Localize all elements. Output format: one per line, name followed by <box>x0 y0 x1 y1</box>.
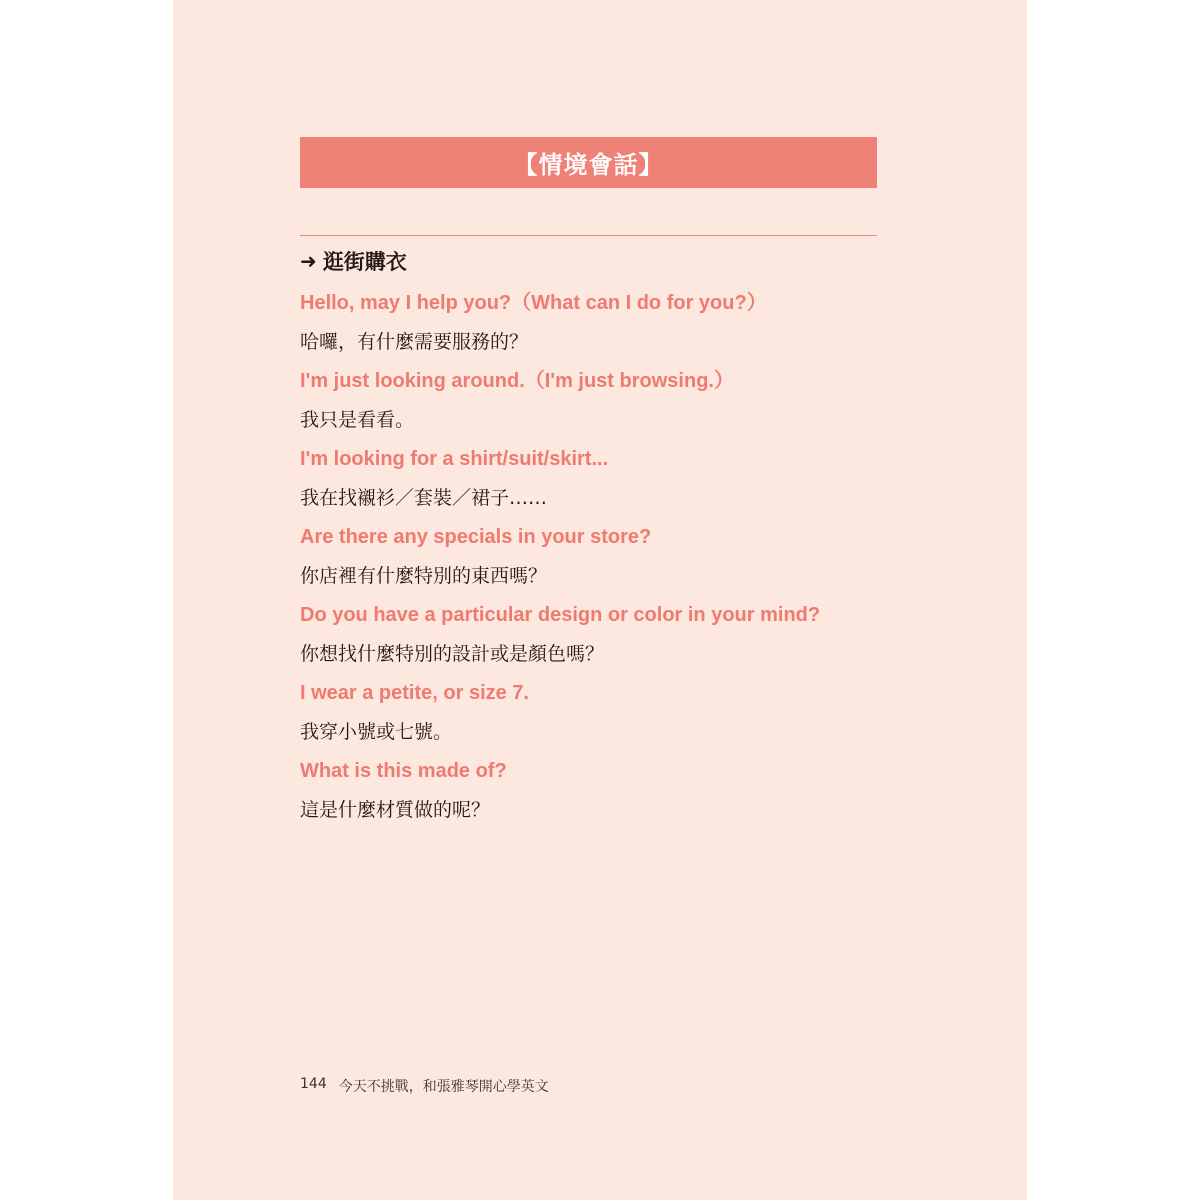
section-heading-text: 逛街購衣 <box>322 250 407 274</box>
english-line-4: Are there any specials in your store? <box>300 526 652 548</box>
dialogue-list <box>300 284 877 830</box>
chinese-line-2: 我只是看看。 <box>300 409 415 431</box>
chinese-line-5: 你想找什麼特別的設計或是顏色嗎？ <box>300 643 605 665</box>
page-footer <box>300 1076 549 1096</box>
english-line-2: I'm just looking around.（I'm just browsing.） <box>300 370 734 392</box>
chinese-line-4: 你店裡有什麼特別的東西嗎？ <box>300 565 548 587</box>
chinese-line-1: 哈囉，有什麼需要服務的？ <box>300 331 529 353</box>
section-heading <box>300 246 407 276</box>
book-page <box>173 0 1027 1200</box>
chinese-line-3: 我在找襯衫／套裝／裙子…… <box>300 487 548 509</box>
arrow-right-icon: ➜ <box>300 249 317 273</box>
english-line-5: Do you have a particular design or color in your mind? <box>300 604 821 626</box>
section-divider <box>300 235 877 236</box>
english-line-3: I'm looking for a shirt/suit/skirt... <box>300 448 609 470</box>
english-line-7: What is this made of? <box>300 760 507 782</box>
english-line-6: I wear a petite, or size 7. <box>300 682 529 704</box>
chinese-line-7: 這是什麼材質做的呢？ <box>300 799 491 821</box>
chinese-line-6: 我穿小號或七號。 <box>300 721 453 743</box>
page-title: 【情境會話】 <box>513 151 664 179</box>
page-number: 144 <box>300 1076 327 1092</box>
title-banner <box>300 137 877 188</box>
book-title: 今天不挑戰，和張雅琴開心學英文 <box>338 1079 549 1095</box>
english-line-1: Hello, may I help you?（What can I do for you?） <box>300 292 767 314</box>
